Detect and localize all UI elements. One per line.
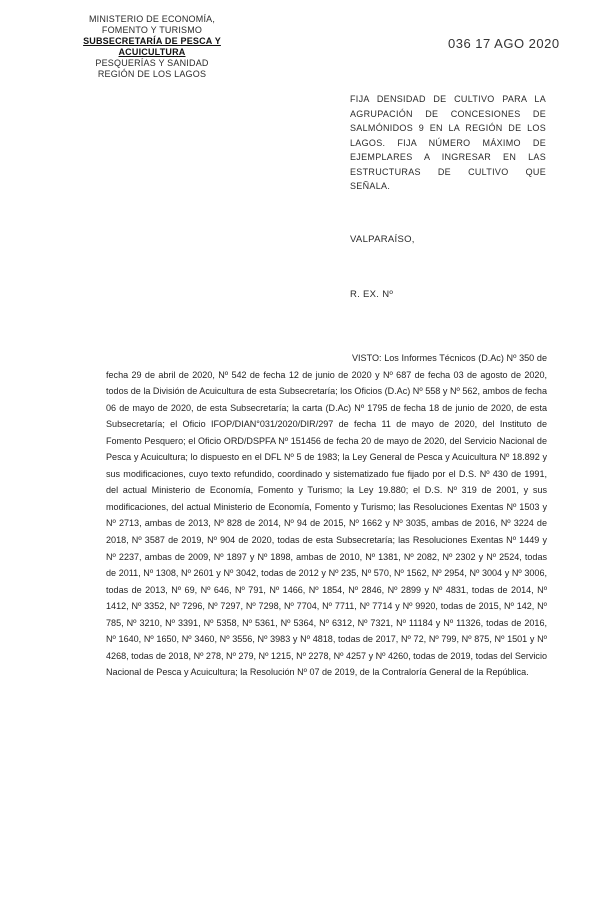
resolution-code: R. EX. Nº xyxy=(350,289,394,300)
visto-paragraph: VISTO: Los Informes Técnicos (D.Ac) Nº 350 de fecha 29 de abril de 2020, Nº 542 de fecha 12 de junio de 2020 y Nº 687 de fecha 03 de agosto de 2020, todos de la División de Acuicultura de esta Subsecretaría; los Oficios (D.Ac) Nº 558 y Nº 562, ambos de fecha 06 de mayo de 2020, de esta Subsecretaría; la carta (D.Ac) Nº 1795 de fecha 18 de junio de 2020, de esta Subsecretaría; el Oficio IFOP/DIAN°031/2020/DIR/297 de fecha 11 de mayo de 2020, del Instituto de Fomento Pesquero; el Oficio ORD/DSPFA Nº 151456 de fecha 20 de mayo de 2020, del Servicio Nacional de Pesca y Acuicultura; lo dispuesto en el DFL Nº 5 de 1983; la Ley General de Pesca y Acuicultura Nº 18.892 y sus modificaciones, cuyo texto refundido, coordinado y sistematizado fue fijado por el D.S. Nº 430 de 1991, del actual Ministerio de Economía, Fomento y Turismo; la Ley 19.880; el D.S. Nº 319 de 2001, y sus modificaciones, del actual Ministerio de Economía, Fomento y Turismo; las Resoluciones Exentas Nº 1503 y Nº 2713, ambas de 2013, Nº 828 de 2014, Nº 94 de 2015, Nº 1662 y Nº 3035, ambas de 2016, Nº 3224 de 2018, Nº 3587 de 2019, Nº 904 de 2020, todas de esta Subsecretaría; las Resoluciones Exentas Nº 1449 y Nº 2237, ambas de 2009, Nº 1897 y Nº 1898, ambas de 2010, Nº 1381, Nº 2082, Nº 2302 y Nº 2524, todas de 2011, Nº 1308, Nº 2601 y Nº 3042, todas de 2012 y Nº 235, Nº 570, Nº 1562, Nº 2954, Nº 3004 y Nº 3006, todas de 2013, Nº 69, Nº 646, Nº 791, Nº 1466, Nº 1854, Nº 2846, Nº 2899 y Nº 4831, todas de 2014, Nº 1412, Nº 3352, Nº 7296, Nº 7297, Nº 7298, Nº 7704, Nº 7711, Nº 7714 y Nº 9920, todas de 2015, Nº 142, Nº 785, Nº 3210, Nº 3391, Nº 5358, Nº 5361, Nº 5364, Nº 6312, Nº 7321, Nº 11184 y Nº 11326, todas de 2016, Nº 1640, Nº 1650, Nº 3460, Nº 3556, Nº 3983 y Nº 4818, todas de 2017, Nº 72, Nº 799, Nº 875, Nº 1501 y Nº 4268, todas de 2018, Nº 278, Nº 279, Nº 1215, Nº 2278, Nº 4257 y Nº 4260, todas de 2019, todas del Servicio Nacional de Pesca y Acuicultura; la Resolución Nº 07 de 2019, de la Contraloría General de la República. xyxy=(106,353,547,678)
region-line: REGIÓN DE LOS LAGOS xyxy=(97,69,207,79)
ministry-line: MINISTERIO DE ECONOMÍA, xyxy=(88,14,216,24)
place-line: VALPARAÍSO, xyxy=(350,234,415,245)
letterhead xyxy=(52,14,252,80)
ministry-line-2: FOMENTO Y TURISMO xyxy=(101,25,203,35)
document-title: FIJA DENSIDAD DE CULTIVO PARA LA AGRUPACIÓN DE CONCESIONES DE SALMÓNIDOS 9 EN LA REGIÓN DE LOS LAGOS. FIJA NÚMERO MÁXIMO DE EJEMPLARES A INGRESAR EN LAS ESTRUCTURAS DE CULTIVO QUE SEÑALA. xyxy=(350,94,546,191)
department-line: PESQUERÍAS Y SANIDAD xyxy=(95,58,209,68)
undersecretariat-line: SUBSECRETARÍA DE PESCA Y ACUICULTURA xyxy=(83,36,221,57)
resolution-number-stamp: 036 17 AGO 2020 xyxy=(448,36,560,51)
